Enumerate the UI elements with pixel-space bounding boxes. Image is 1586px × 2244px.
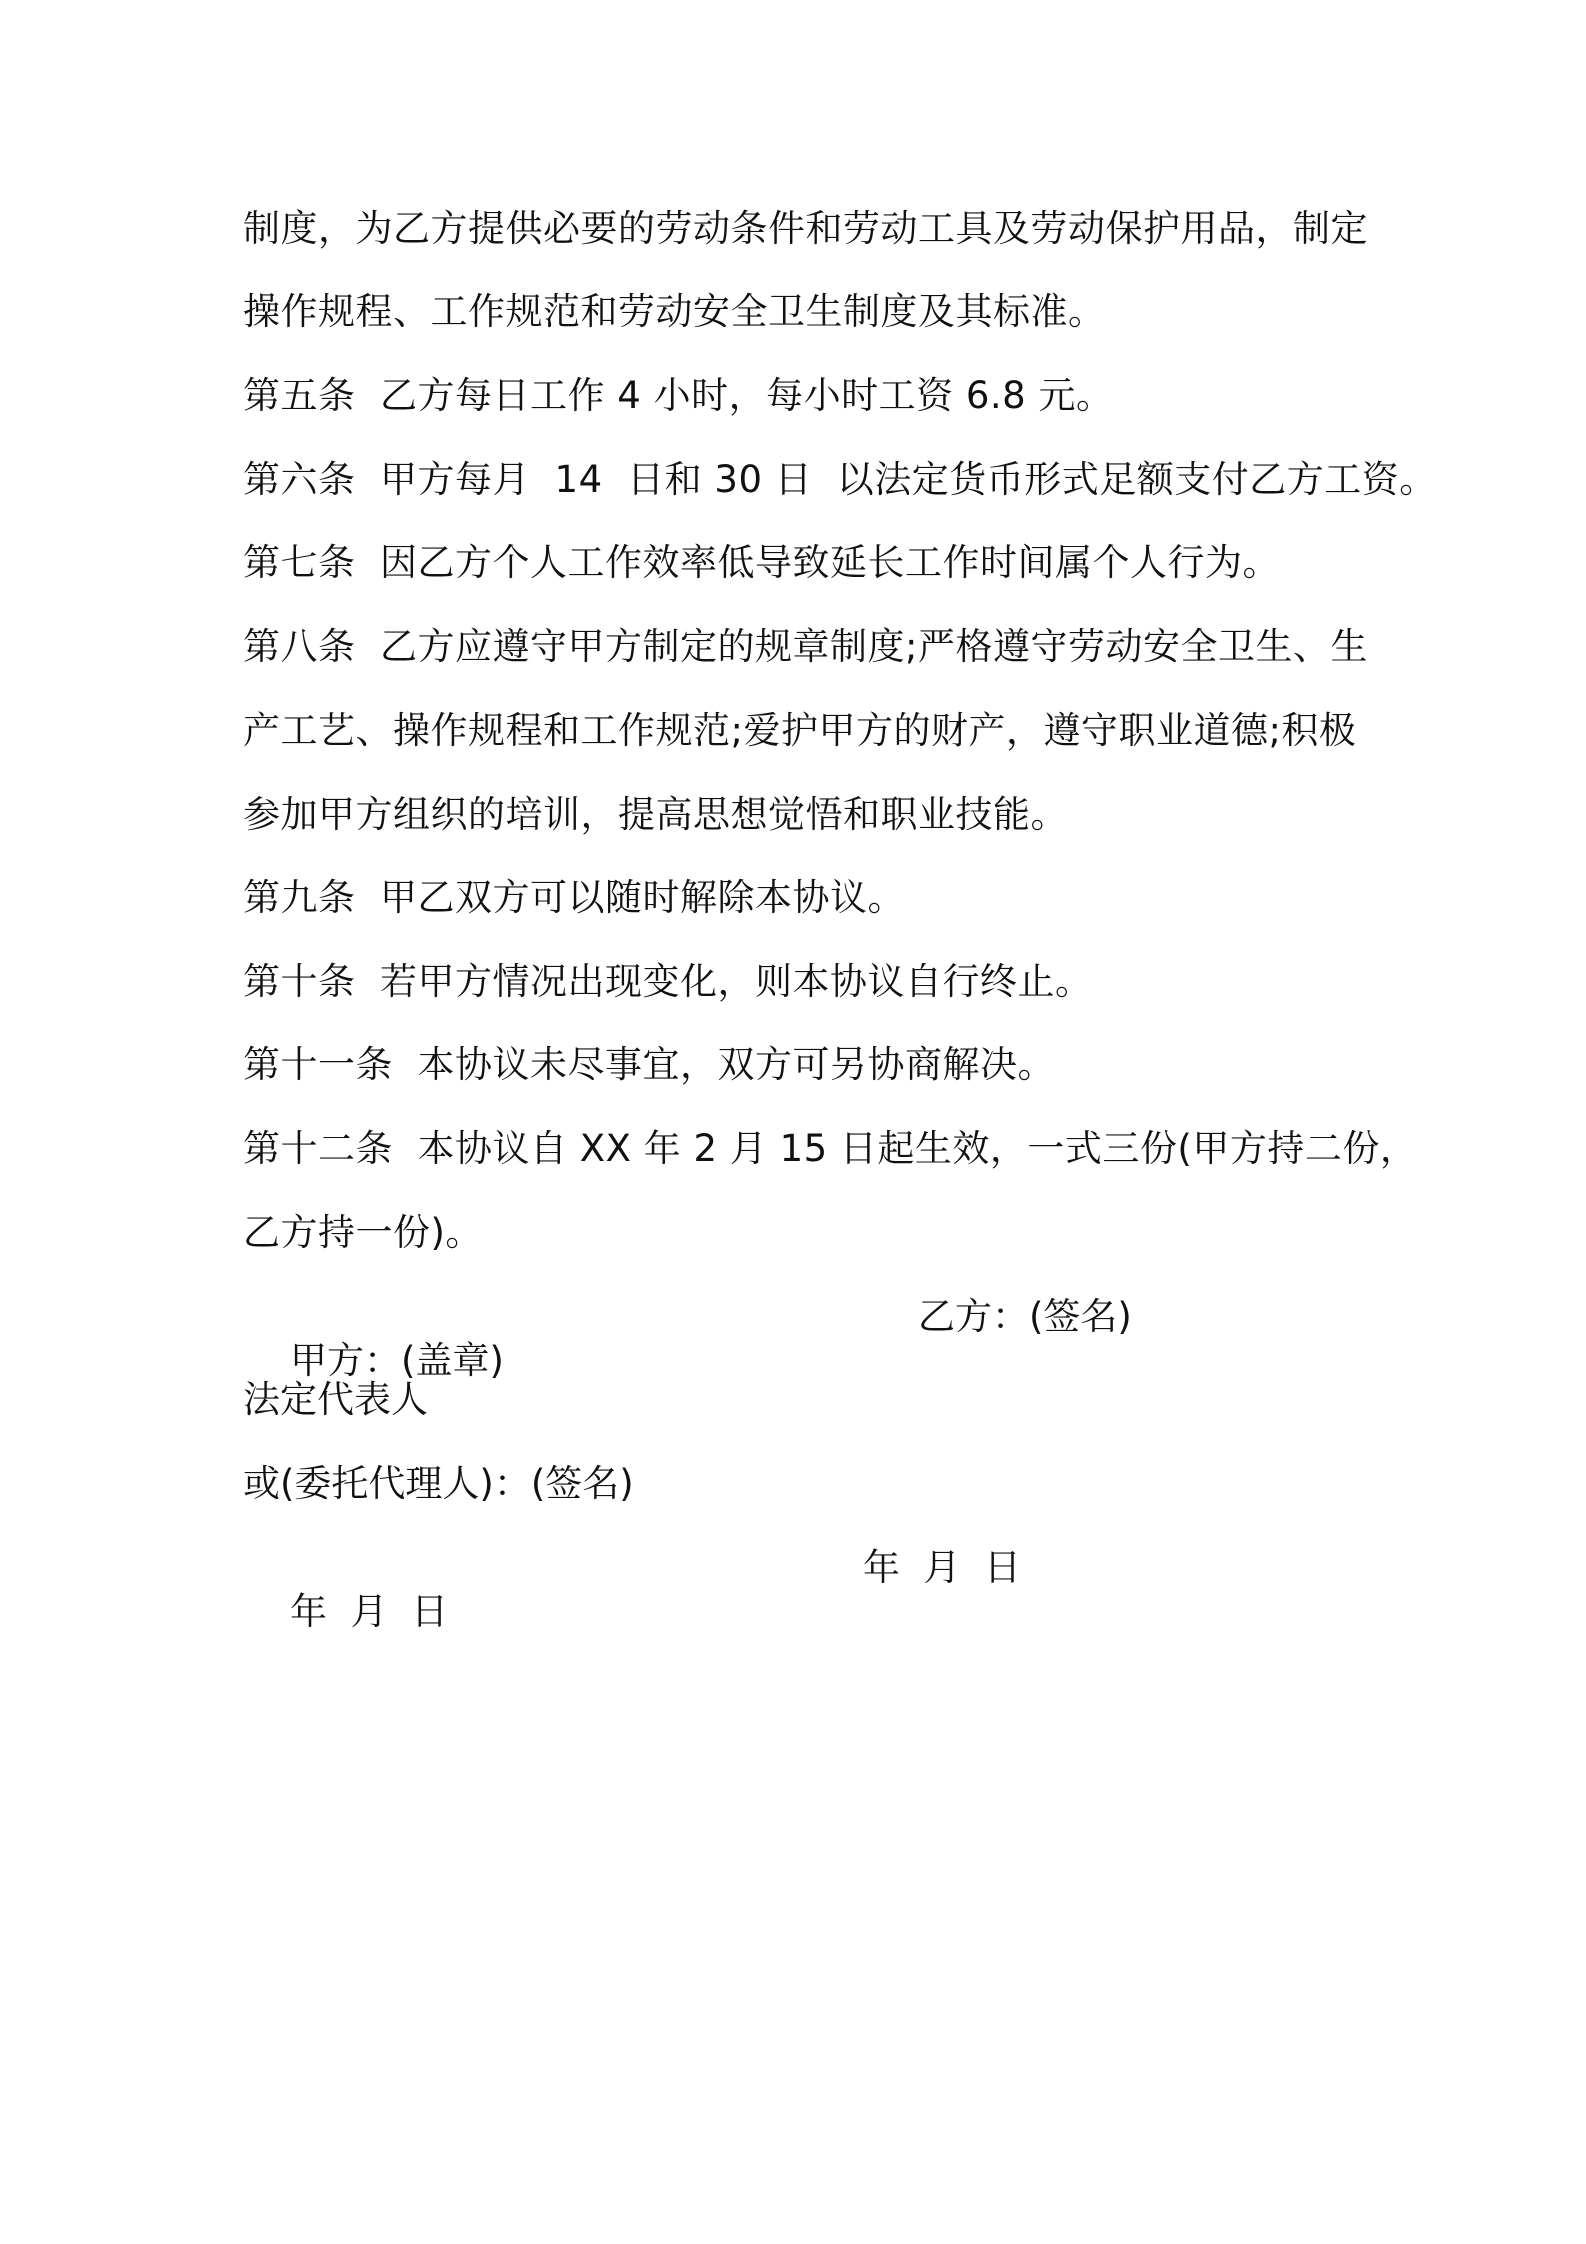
article-5: 第五条 乙方每日工作 4 小时，每小时工资 6.8 元。 bbox=[243, 374, 1114, 417]
text-line: 乙方持一份)。 bbox=[243, 1211, 483, 1254]
party-a-date: 年 月 日 bbox=[290, 1590, 449, 1633]
party-b-signature: 乙方：(签名) bbox=[918, 1295, 1132, 1338]
authorized-agent: 或(委托代理人)：(签名) bbox=[243, 1462, 634, 1505]
text-line: 参加甲方组织的培训，提高思想觉悟和职业技能。 bbox=[243, 793, 1068, 836]
legal-representative: 法定代表人 bbox=[243, 1378, 428, 1421]
article-9: 第九条 甲乙双方可以随时解除本协议。 bbox=[243, 876, 906, 919]
article-8: 第八条 乙方应遵守甲方制定的规章制度;严格遵守劳动安全卫生、生 bbox=[243, 625, 1368, 668]
article-10: 第十条 若甲方情况出现变化，则本协议自行终止。 bbox=[243, 960, 1093, 1003]
party-b-date: 年 月 日 bbox=[863, 1546, 1022, 1589]
article-11: 第十一条 本协议未尽事宜，双方可另协商解决。 bbox=[243, 1043, 1056, 1086]
article-12: 第十二条 本协议自 XX 年 2 月 15 日起生效，一式三份(甲方持二份， bbox=[243, 1127, 1418, 1170]
text-line: 操作规程、工作规范和劳动安全卫生制度及其标准。 bbox=[243, 290, 1106, 333]
article-7: 第七条 因乙方个人工作效率低导致延长工作时间属个人行为。 bbox=[243, 541, 1281, 584]
signature-row-dates bbox=[243, 1546, 1343, 1722]
text-line: 产工艺、操作规程和工作规范;爱护甲方的财产，遵守职业道德;积极 bbox=[243, 709, 1357, 752]
article-6: 第六条 甲方每月 14 日和 30 日 以法定货币形式足额支付乙方工资。 bbox=[243, 458, 1437, 501]
party-a-seal: 甲方：(盖章) bbox=[290, 1339, 504, 1382]
text-line: 制度，为乙方提供必要的劳动条件和劳动工具及劳动保护用品，制定 bbox=[243, 207, 1368, 250]
